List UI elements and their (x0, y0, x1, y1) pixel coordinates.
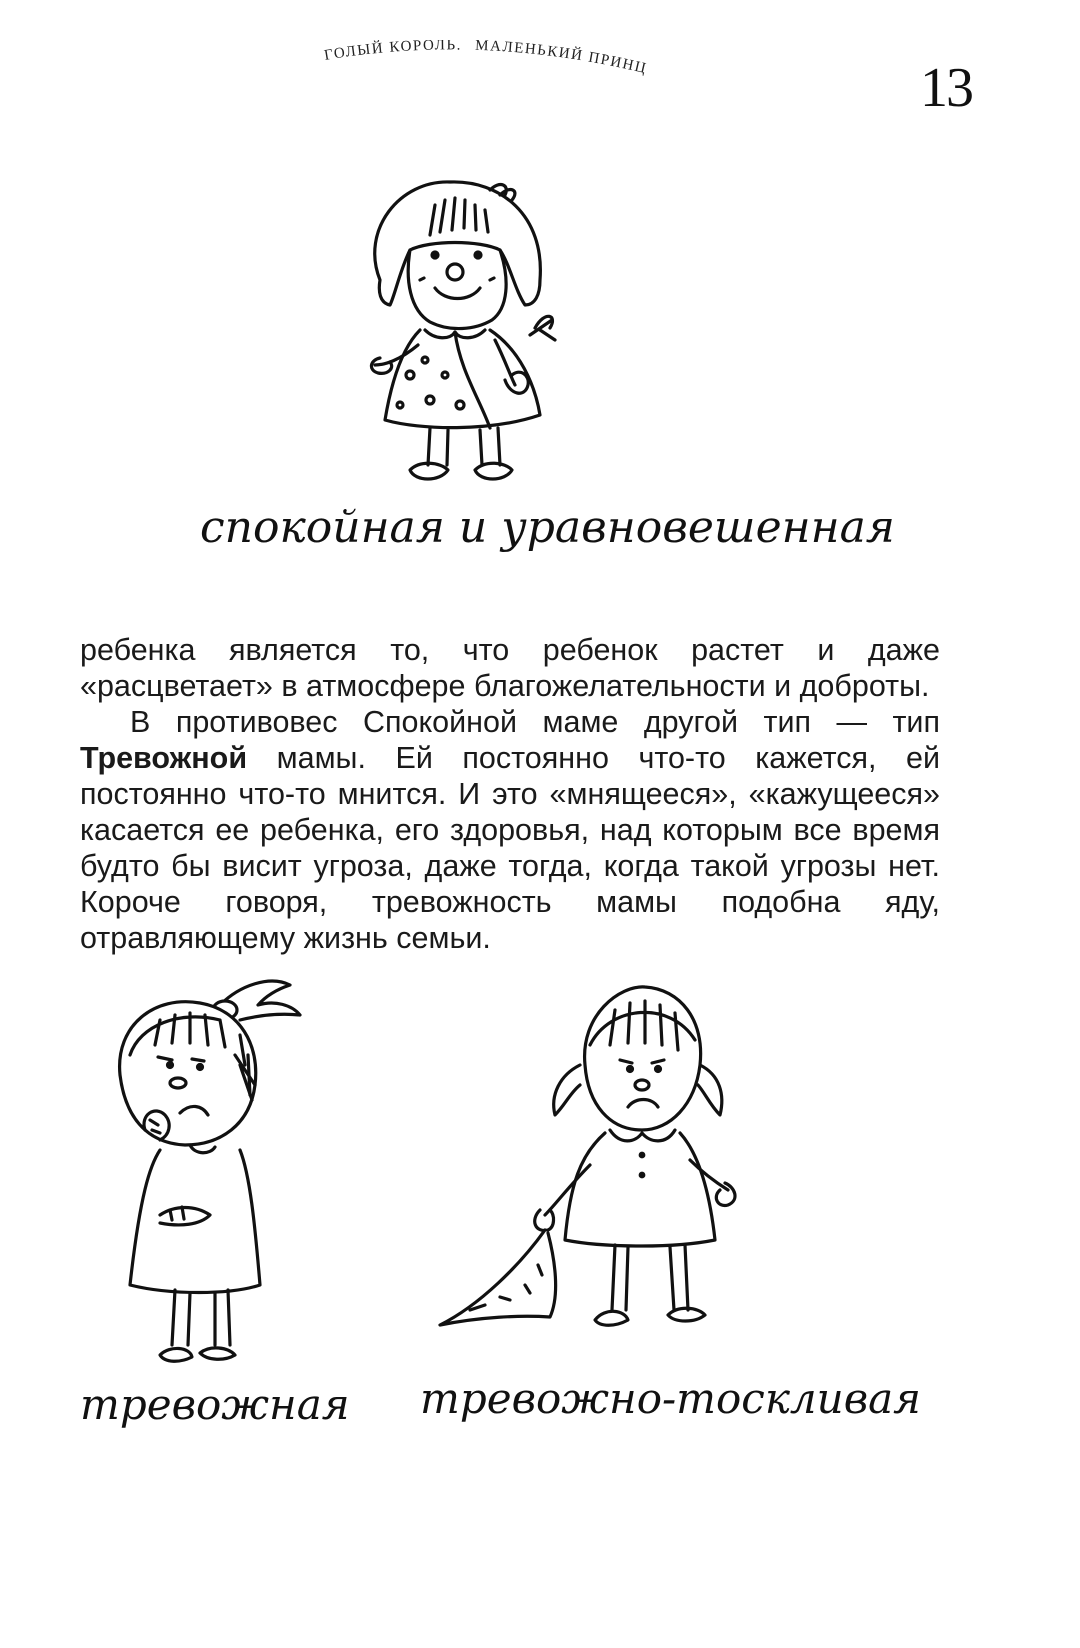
running-header (320, 40, 700, 100)
running-header-svg (320, 40, 700, 100)
paragraph-2-bold: Тревожной (80, 741, 248, 775)
anxious-girl-drawing (100, 965, 310, 1385)
paragraph-2-start: В противовес Спокойной маме другой тип — тип (130, 705, 940, 739)
body-text (80, 632, 940, 956)
sad-girl-drawing (430, 965, 760, 1385)
calm-girl-drawing (340, 170, 580, 500)
paragraph-1: ребенка является то, что ребенок растет и даже «расцветает» в атмосфере благожелательности и доброты. (80, 633, 940, 703)
page-number: 13 (920, 57, 972, 119)
calm-girl-caption: спокойная и уравновешенная (200, 502, 895, 553)
anxious-girl-caption: тревожная (80, 1380, 350, 1429)
sad-girl-illustration (430, 965, 760, 1385)
paragraph-2-end: мамы. Ей постоянно что-то кажется, ей постоянно что-то мнится. И это «мнящееся», «кажущееся» касается ее ребенка, его здоровья, над которым все время будто бы висит угроза, даже тогда, когда такой угрозы нет. Короче говоря, тревожность мамы подобна яду, отравляющему жизнь семьи. (80, 741, 940, 955)
running-header-text: ГОЛЫЙ КОРОЛЬ. МАЛЕНЬКИЙ ПРИНЦ (323, 40, 649, 78)
calm-girl-illustration (340, 170, 580, 500)
anxious-girl-illustration (100, 965, 310, 1385)
sad-girl-caption: тревожно-тоскливая (420, 1374, 921, 1423)
paragraph-2 (80, 704, 940, 956)
